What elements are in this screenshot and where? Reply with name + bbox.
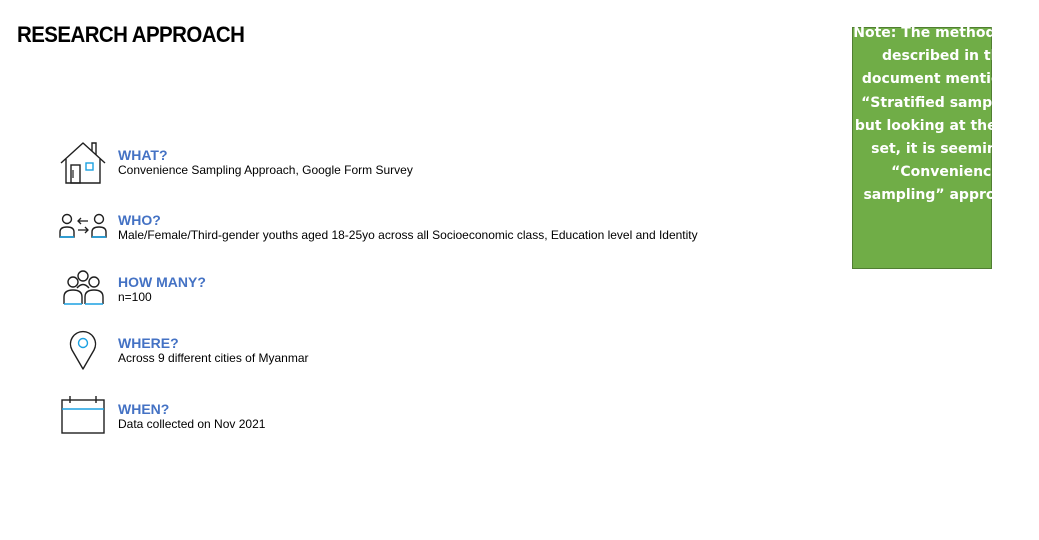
section-description: Across 9 different cities of Myanmar (118, 351, 309, 365)
section-heading: WHEN? (118, 401, 170, 417)
section-heading: WHAT? (118, 147, 168, 163)
house-icon (58, 140, 108, 186)
section-heading: WHERE? (118, 335, 179, 351)
note-text: Note: The methodology described in the document mentioned “Stratified sampling” but looking at the data set, it is seemingly “Convenience sampling” approach. (853, 25, 1039, 204)
slide-title: RESEARCH APPROACH (17, 22, 245, 47)
section-when (58, 393, 818, 439)
section-description: Male/Female/Third-gender youths aged 18-25yo across all Socioeconomic class, Education level and Identity (118, 228, 698, 242)
calendar-icon (58, 393, 108, 439)
section-how-many (58, 267, 818, 313)
section-description: n=100 (118, 290, 152, 304)
people-exchange-icon (58, 205, 108, 251)
group-icon (58, 267, 108, 313)
note-box (852, 25, 1039, 269)
section-heading: HOW MANY? (118, 274, 206, 290)
section-who (58, 205, 818, 251)
section-what (58, 140, 818, 186)
location-pin-icon (58, 328, 108, 374)
section-description: Data collected on Nov 2021 (118, 417, 266, 431)
section-heading: WHO? (118, 212, 161, 228)
section-where (58, 328, 818, 374)
section-description: Convenience Sampling Approach, Google Form Survey (118, 163, 413, 177)
